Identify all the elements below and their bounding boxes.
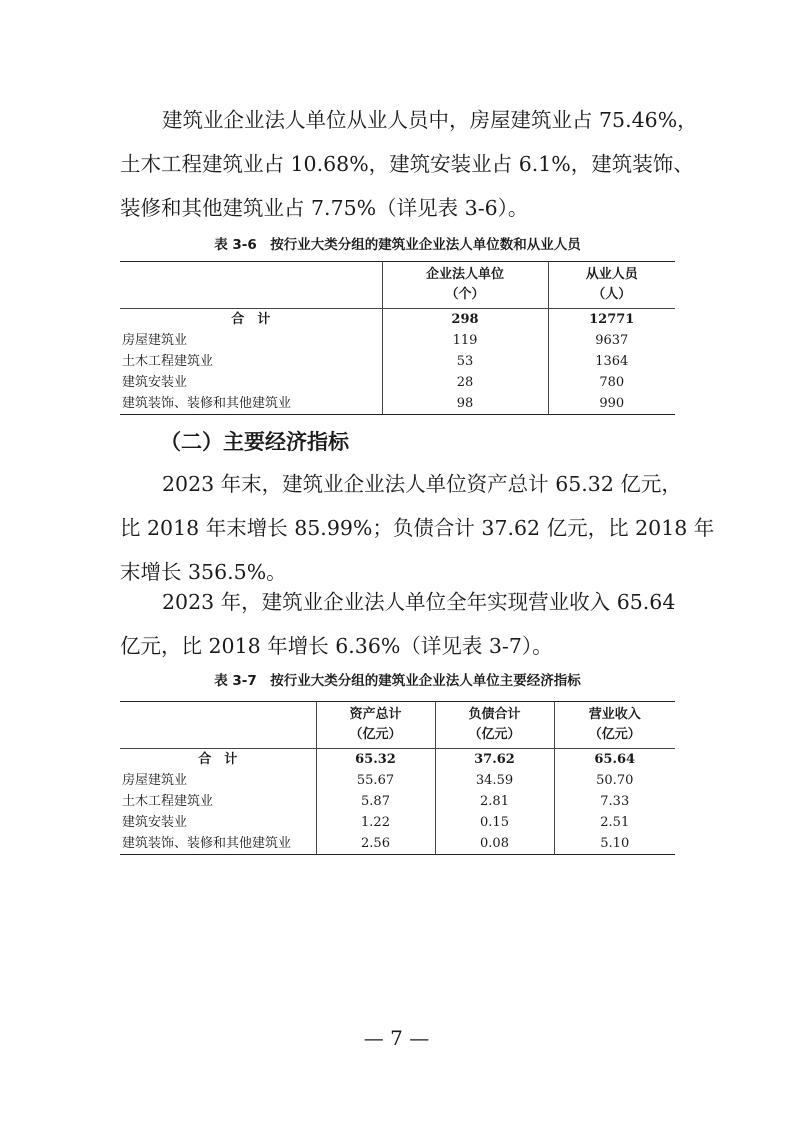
table-header-row — [120, 262, 675, 309]
cell-value: 780 — [548, 372, 675, 393]
table-header-row — [120, 702, 675, 749]
row-name: 合 计 — [198, 752, 238, 767]
page-number: — 7 — — [363, 1026, 430, 1050]
row-name: 建筑装饰、装修和其他建筑业 — [122, 836, 292, 851]
row-name: 房屋建筑业 — [122, 333, 188, 348]
header-unit: （亿元） — [468, 727, 521, 742]
header-employees — [548, 262, 675, 309]
table-row-total — [120, 309, 675, 331]
header-total-liabilities — [435, 702, 554, 749]
cell-value: 298 — [382, 309, 548, 331]
table-3-6-caption: 表 3-6 按行业大类分组的建筑业企业法人单位数和从业人员 — [214, 237, 581, 253]
row-name: 建筑安装业 — [122, 375, 188, 390]
table-3-6 — [120, 261, 675, 415]
table-row — [120, 393, 675, 415]
cell-value: 1364 — [548, 351, 675, 372]
row-name: 合 计 — [231, 312, 271, 327]
table-row — [120, 812, 675, 833]
cell-value: 7.33 — [554, 791, 675, 812]
paragraph-line: 比 2018 年末增长 85.99%；负债合计 37.62 亿元，比 2018 年 — [120, 516, 715, 540]
cell-value: 0.15 — [435, 812, 554, 833]
table-row — [120, 770, 675, 791]
table-row — [120, 833, 675, 855]
row-name: 土木工程建筑业 — [122, 794, 214, 809]
paragraph-line: 2023 年末，建筑业企业法人单位资产总计 65.32 亿元， — [162, 472, 682, 496]
header-label: 负债合计 — [468, 707, 521, 722]
header-unit: （亿元） — [349, 727, 402, 742]
cell-value: 5.10 — [554, 833, 675, 855]
header-enterprise-units — [382, 262, 548, 309]
cell-value: 34.59 — [435, 770, 554, 791]
header-unit: （亿元） — [588, 727, 641, 742]
table-row — [120, 351, 675, 372]
paragraph-assets-liabilities — [120, 462, 715, 594]
cell-value: 990 — [548, 393, 675, 415]
cell-value: 5.87 — [316, 791, 435, 812]
header-label: 企业法人单位 — [425, 267, 504, 282]
cell-value: 9637 — [548, 330, 675, 351]
header-operating-revenue — [554, 702, 675, 749]
section-title: （二）主要经济指标 — [160, 430, 349, 454]
paragraph-line: 建筑业企业法人单位从业人员中，房屋建筑业占 75.46%， — [162, 108, 698, 132]
header-unit: （个） — [445, 287, 485, 302]
cell-value: 2.51 — [554, 812, 675, 833]
table-row — [120, 372, 675, 393]
cell-value: 0.08 — [435, 833, 554, 855]
cell-value: 65.32 — [316, 749, 435, 771]
row-name: 建筑安装业 — [122, 815, 188, 830]
header-label: 营业收入 — [588, 707, 641, 722]
paragraph-employment-share — [120, 98, 698, 230]
cell-value: 50.70 — [554, 770, 675, 791]
table-row-total — [120, 749, 675, 771]
header-blank — [120, 262, 382, 309]
cell-value: 65.64 — [554, 749, 675, 771]
header-total-assets — [316, 702, 435, 749]
row-name: 房屋建筑业 — [122, 773, 188, 788]
cell-value: 55.67 — [316, 770, 435, 791]
paragraph-line: 末增长 356.5%。 — [120, 560, 287, 584]
cell-value: 37.62 — [435, 749, 554, 771]
row-name: 建筑装饰、装修和其他建筑业 — [122, 396, 292, 411]
header-label: 资产总计 — [349, 707, 402, 722]
paragraph-line: 亿元，比 2018 年增长 6.36%（详见表 3-7）。 — [120, 634, 553, 658]
paragraph-line: 装修和其他建筑业占 7.75%（详见表 3-6）。 — [120, 196, 529, 220]
cell-value: 2.56 — [316, 833, 435, 855]
table-3-7-caption: 表 3-7 按行业大类分组的建筑业企业法人单位主要经济指标 — [214, 673, 581, 689]
cell-value: 28 — [382, 372, 548, 393]
cell-value: 98 — [382, 393, 548, 415]
table-3-7 — [120, 701, 675, 855]
cell-value: 12771 — [548, 309, 675, 331]
header-label: 从业人员 — [585, 267, 638, 282]
header-unit: （人） — [592, 287, 632, 302]
header-blank — [120, 702, 316, 749]
cell-value: 1.22 — [316, 812, 435, 833]
paragraph-revenue — [120, 580, 686, 668]
cell-value: 2.81 — [435, 791, 554, 812]
cell-value: 53 — [382, 351, 548, 372]
row-name: 土木工程建筑业 — [122, 354, 214, 369]
paragraph-line: 2023 年，建筑业企业法人单位全年实现营业收入 65.64 — [162, 590, 676, 614]
table-row — [120, 791, 675, 812]
table-row — [120, 330, 675, 351]
cell-value: 119 — [382, 330, 548, 351]
paragraph-line: 土木工程建筑业占 10.68%，建筑安装业占 6.1%，建筑装饰、 — [120, 152, 694, 176]
